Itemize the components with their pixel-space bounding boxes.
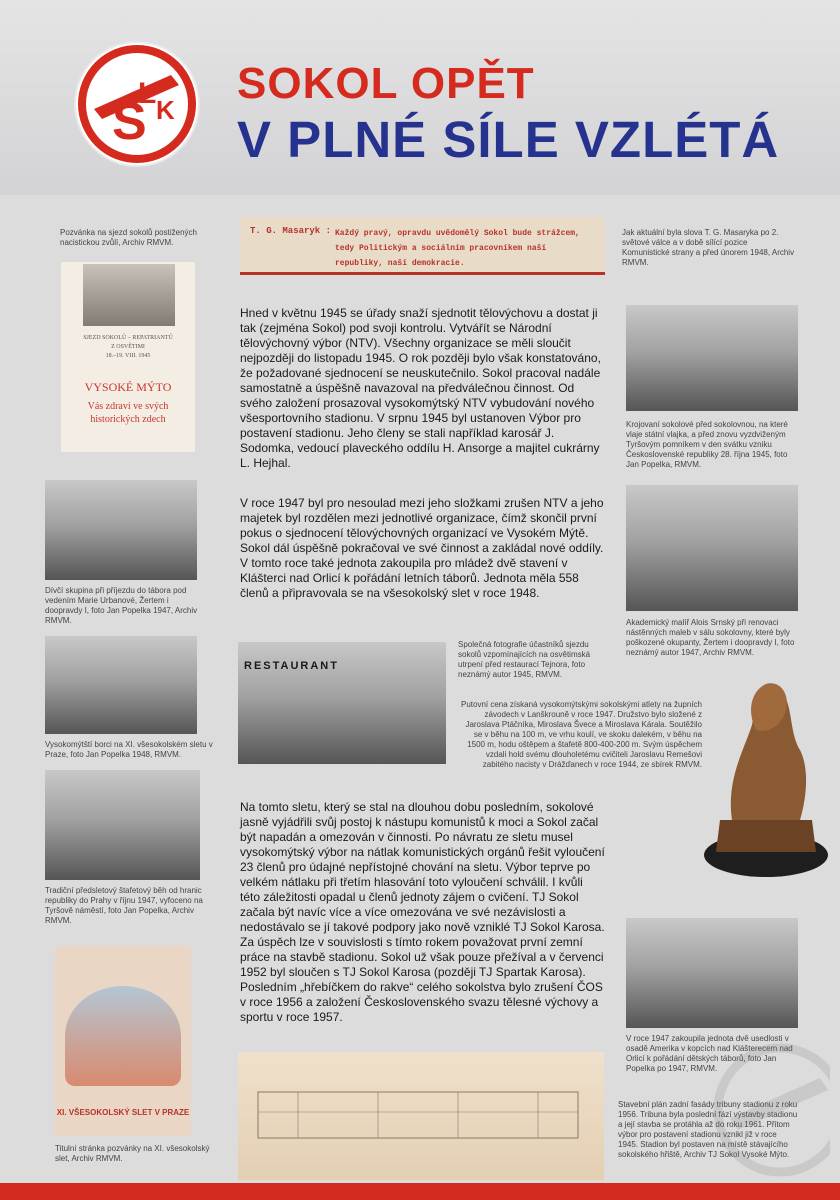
caption-masaryk: Jak aktuální byla slova T. G. Masaryka po 2. světové válce a v době sílící pozice Komunistické strany a před únorem 1948, Archiv RMVM. [622,228,795,267]
caption-slet-athletes: Vysokomýtští borci na XI. všesokolském sletu v Praze, foto Jan Popelka 1948, RMVM. [45,740,213,759]
caption-painter: Akademický malíř Alois Srnský při renovaci nástěnných maleb v sálu sokolovny, které byly poškozené okupanty, Žertem i doopravdy I, foto neznámý autor 1947, Archiv RMVM. [626,618,795,657]
photo-slet-athletes [45,636,197,734]
caption-relay-run: Tradiční předsletový štafetový běh od hranic republiky do Prahy v říjnu 1947, vyfoceno na Tyršově náměstí, foto Jan Popelka, Archiv RMVM. [45,886,203,925]
photo-sokolovna [626,305,798,411]
caption-invitation: Pozvánka na sjezd sokolů postižených nacistickou zvůlí, Archiv RMVM. [60,228,197,247]
photo-restaurant-group [238,642,446,764]
poster-line-6: historických zdech [90,414,166,425]
poster-line-4: VYSOKÉ MÝTO [84,380,172,394]
slet-poster [55,946,191,1136]
sokol-logo [76,43,198,165]
paragraph-3: Na tomto sletu, který se stal na dlouhou dobu posledním, sokolové jasně vyjádřili svůj postoj k nástupu komunistů k moci a Sokol začal být napadán a omezován v činnosti. Po návratu ze sletu musel vysokomýtský výbor na nátlak komunistických orgánů řešit vyloučení 23 členů pro údajné nepřístojné chování na sletu. Výbor teprve po velkém nátlaku při třetím hlasování toto vyloučení schválil. I kvůli této záležitosti opadal u členů jednoty zájem o cvičení. TJ Sokol začala být navíc více a více omezována ve své nezávislosti a nedostávalo se jí takové podpory jako nově vzniklé TJ Sokol Karosa. Za úspěch lze v souvislosti s tímto rokem považovat první zemní práce na stavbě stadionu. Sokol už však pouze přežíval a v červenci 1952 byl sloučen s TJ Sokol Karosa (později TJ Spartak Karosa). Posledním „hřebíčkem do rakve“ celého sokolstva bylo zrušení ČOS v roce 1956 a založení Československého svazu tělesné výchovy a sportu v roce 1957. [240,800,605,1024]
title-line-1: SOKOL OPĚT [237,59,535,108]
trophy-icon [696,670,836,885]
quote-author: T. G. Masaryk : [250,226,332,236]
caption-trophy: Putovní cena získaná vysokomýtskými sokolskými atlety na župních závodech v Lanškrouně v roce 1947. Družstvo bylo složené z Jaroslava Ptáčníka, Miroslava Švece a Miroslava Kárala. Soutěžilo se v běhu na 100 m, ve vrhu koulí, ve skoku dalekém, v běhu na 1500 m, hodu oštěpem a štafetě 800-400-200 m. Svým úspěchem vzdali hold svému dlouholetému cvičiteli Jaroslavu Remešovi zabitého nacisty v Drážďanech v roce 1944, ze sbírek RMVM. [461,700,702,769]
caption-restaurant-group: Společná fotografie účastníků sjezdu sokolů vzpomínajících na osvětimská utrpení před restaurací Tejnora, foto neznámý autor 1945, RMVM. [458,640,591,679]
photo-painter [626,485,798,611]
paragraph-2: V roce 1947 byl pro nesoulad mezi jeho složkami zrušen NTV a jeho majetek byl rozdělen mezi jednotlivé organizace, čímž skončil první pokus o sjednocení tělovýchovných organizací ve Vysokém Mýtě. Sokol dál úspěšně pokračoval ve své činnost a zakládal nové oddíly. V tomto roce také jednota zakoupila pro mládež dvě stavení v Klášterci nad Orlicí k pořádání letních táborů. Jednota měla 558 členů a připravovala se na všesokolský slet v roce 1948. [240,496,604,600]
caption-stadium-plan: Stavební plán zadní fasády tribuny stadionu z roku 1956. Tribuna byla poslední fází výstavby stadionu a její stavba se protáhla až do roku 1961. Přitom výbor pro postavení stadionu vznikl již v roce 1945. Stadion byl postaven na místě stávajícího sokolského hřiště, Archiv TJ Sokol Vysoké Mýto. [618,1100,798,1159]
stadium-plan-drawing [238,1052,604,1180]
slet-poster-title: XI. VŠESOKOLSKÝ SLET V PRAZE [56,1108,190,1117]
poster-line-2: Z OSVĚTIMI [111,344,145,350]
sokol-logo-icon [76,43,198,165]
title-line-2: V PLNÉ SÍLE VZLÉTÁ [237,111,780,168]
caption-camp-houses: V roce 1947 zakoupila jednota dvě usedlosti v osadě Amerika v kopcích nad Klášterecem nad Orlicí k pořádání dětských táborů, foto Jan Popelka po 1947, RMVM. [626,1034,793,1073]
plan-lines-icon [238,1052,604,1180]
svg-text:L: L [138,77,157,110]
quote-text: Každý pravý, opravdu uvědomělý Sokol bude strážcem, tedy Politickým a sociálním pracovníkem naší republiky, naší demokracie. [335,229,580,268]
restaurant-sign: RESTAURANT [244,660,339,672]
poster-line-3: 18.–19. VIII. 1945 [105,353,151,359]
slet-poster-figure [65,986,181,1086]
poster-drawing [83,264,175,326]
caption-slet-poster: Titulní stránka pozvánky na XI. všesokolský slet, Archiv RMVM. [55,1144,210,1163]
watermark-logo-icon [700,1030,830,1180]
poster-line-1: SJEZD SOKOLŮ – REPATRIANTŮ [83,335,173,341]
photo-girls-camp [45,480,197,580]
svg-text:S: S [112,93,147,151]
paragraph-1: Hned v květnu 1945 se úřady snaží sjednotit tělovýchovu a dostat ji tak (zejména Sokol) pod svoji kontrolu. Vytvářít se Národní tělovýchovný výbor (NTV). Všechny organizace se měli sloučit nejpozději do listopadu 1945. O rok později bylo však konstatováno, že požadované sjednocení se neuskutečnilo. Sokol pracoval nadále samostatně a úspěšně navazoval na předválečnou činnost. Od svého založení prosazoval vysokomýtský NTV vybudování nového všesportovního stadionu. V srpnu 1945 byl ustanoven Výbor pro postavení stadionu. Jeho členy se stali například karosář J. Sodomka, vedoucí plaveckého oddílu H. Ansorge a majitel cukrárny L. Hejhal. [240,306,601,470]
watermark-logo [700,1030,830,1180]
svg-text:K: K [156,95,175,125]
trophy-photo [696,670,836,885]
footer-red-bar [0,1183,840,1200]
masaryk-quote [240,217,605,275]
photo-camp-houses [626,918,798,1028]
poster-line-5: Vás zdraví ve svých [87,401,169,412]
caption-girls-camp: Dívčí skupina při příjezdu do tábora pod vedením Marie Urbanové, Žertem i doopravdy I, foto Jan Popelka 1947, Archiv RMVM. [45,586,198,625]
photo-relay-run [45,770,200,880]
caption-sokolovna: Krojovaní sokolové před sokolovnou, na které vlaje státní vlajka, a před znovu vyzdviženým Tyršovým pomníkem v den svátku vzniku Československé republiky 28. října 1945, foto Jan Popelka, RMVM. [626,420,788,469]
invitation-poster [61,262,195,452]
